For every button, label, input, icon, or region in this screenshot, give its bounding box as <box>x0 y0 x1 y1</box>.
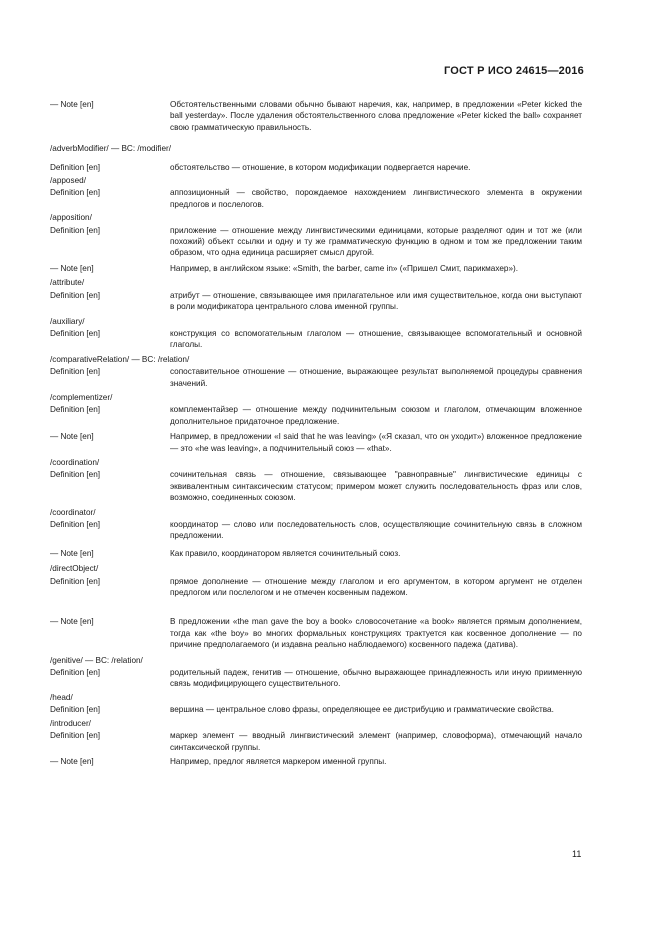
entry-text: маркер элемент — вводный лингвистический элемент (например, словоформа), отмечающий начало синтаксической группы. <box>170 731 582 752</box>
page-number: 11 <box>572 849 582 859</box>
concept-term: /apposed/ <box>50 176 86 186</box>
entry-text: вершина — центральное слово фразы, определяющее ее дистрибуцию и грамматические свойства. <box>170 705 554 715</box>
entry-text: обстоятельство — отношение, в котором модификации подвергается наречие. <box>170 162 471 172</box>
entry-row <box>50 431 582 454</box>
entry-label: Definition [en] <box>50 367 101 377</box>
entry-label: — Note [en] <box>50 756 94 766</box>
entry-row <box>50 263 582 274</box>
entry-label: Definition [en] <box>50 225 101 235</box>
entry-text: координатор — слово или последовательность слов, осуществляющие сочинительную связь в сложном предложении. <box>170 520 582 541</box>
entry-row <box>50 328 582 351</box>
entry-text: Обстоятельственными словами обычно бывают наречия, как, например, в предложении «Peter kicked the ball yesterday». После удаления обстоятельственного слова предложение «Peter kicked the ball» сохраняет свою грамматическую правильность. <box>170 100 582 132</box>
entry-row <box>50 187 582 210</box>
entry-text: В предложении «the man gave the boy a book» словосочетание «a book» является прямым дополнением, тогда как «the boy» во многих формальных конструкциях трактуется как косвенное дополнение — по причине предполагаемого (и издавна реально наблюдаемого) косвенного падежа (датива). <box>170 617 582 650</box>
concept-term: /coordination/ <box>50 457 100 467</box>
entry-row <box>50 756 582 767</box>
entry-text: аппозиционный — свойство, порождаемое нахождением лингвистического элемента в окружении предлогов и послелогов. <box>170 188 582 209</box>
entry-label: — Note [en] <box>50 432 94 442</box>
entry-row <box>50 616 582 650</box>
entry-label: — Note [en] <box>50 548 94 558</box>
entry-text: конструкция со вспомогательным глаголом — отношение, связывающее вспомогательный и основной глаголы. <box>170 328 582 350</box>
concept-term: /directObject/ <box>50 564 99 574</box>
concept-term: /complementizer/ <box>50 392 113 402</box>
entry-row <box>50 290 582 313</box>
entry-text: прямое дополнение — отношение между глаголом и его аргументом, в котором аргумент не отделен предлогом или послелогом и не отмечен косвенным падежом. <box>170 576 582 598</box>
document-header: ГОСТ Р ИСО 24615—2016 <box>444 65 584 77</box>
entry-label: Definition [en] <box>50 705 101 715</box>
entry-label: Definition [en] <box>50 576 101 586</box>
entry-row <box>50 225 582 259</box>
concept-term: /auxiliary/ <box>50 316 85 326</box>
entry-text: сочинительная связь — отношение, связывающее "равноправные" лингвистические единицы с эквивалентным синтаксическим статусом; примером может служить последовательность фраз или слов, возможно, соединенных союзом. <box>170 470 582 503</box>
entry-row <box>50 548 582 559</box>
concept-term: /introducer/ <box>50 718 91 728</box>
entry-text: комплементайзер — отношение между подчинительным союзом и глаголом, отмечающим вложенное дополнительное придаточное предложение. <box>170 405 582 426</box>
entry-row <box>50 366 582 389</box>
entry-label: Definition [en] <box>50 405 101 415</box>
entry-row <box>50 162 582 173</box>
entry-text: родительный падеж, генитив — отношение, обычно выражающее принадлежность или иную приименную связь модифицирующего существительного. <box>170 668 582 689</box>
entry-row <box>50 404 582 427</box>
entry-text: Как правило, координатором является сочинительный союз. <box>170 548 401 558</box>
entry-label: — Note [en] <box>50 617 94 627</box>
concept-term: /attribute/ <box>50 278 85 288</box>
concept-term: /head/ <box>50 692 73 702</box>
entry-label: — Note [en] <box>50 263 94 273</box>
entry-row <box>50 576 582 599</box>
entry-label: Definition [en] <box>50 290 101 300</box>
entry-label: Definition [en] <box>50 162 101 172</box>
entry-label: Definition [en] <box>50 668 101 678</box>
concept-term: /genitive/ — BC: /relation/ <box>50 655 143 665</box>
entry-text: сопоставительное отношение — отношение, выражающее результат выполняемой процедуры сравнения значений. <box>170 367 582 388</box>
entry-label: Definition [en] <box>50 731 101 741</box>
concept-term: /coordinator/ <box>50 507 96 517</box>
entry-text: Например, предлог является маркером именной группы. <box>170 756 387 766</box>
entry-label: — Note [en] <box>50 100 94 109</box>
concept-term: /adverbModifier/ — BC: /modifier/ <box>50 144 172 154</box>
entry-row <box>50 667 582 690</box>
entry-row <box>50 704 582 715</box>
entry-text: атрибут — отношение, связывающее имя прилагательное или имя существительное, когда они выступают в роли модификатора центрального слова именной группы. <box>170 290 582 312</box>
entry-row <box>50 99 582 133</box>
entry-text: Например, в предложении «I said that he was leaving» («Я сказал, что он уходит») вложенное предложение — это «he was leaving», а подчинительный союз — «that». <box>170 432 582 453</box>
entry-label: Definition [en] <box>50 520 101 529</box>
entry-row <box>50 730 582 753</box>
entry-text: Например, в английском языке: «Smith, the barber, came in» («Пришел Смит, парикмахер»). <box>170 263 519 273</box>
entry-row <box>50 469 582 503</box>
entry-row <box>50 519 582 542</box>
entry-text: приложение — отношение между лингвистическими единицами, которые разделяют один и тот же (или похожий) объект ссылки и одну и ту же грамматическую функцию в одном и том же предложении таким образом, что одна единица расширяет смысл другой. <box>170 225 582 258</box>
concept-term: /apposition/ <box>50 213 92 223</box>
entries-list <box>50 99 582 767</box>
entry-label: Definition [en] <box>50 188 101 198</box>
concept-term: /comparativeRelation/ — BC: /relation/ <box>50 354 190 364</box>
entry-label: Definition [en] <box>50 470 101 480</box>
entry-label: Definition [en] <box>50 328 101 338</box>
